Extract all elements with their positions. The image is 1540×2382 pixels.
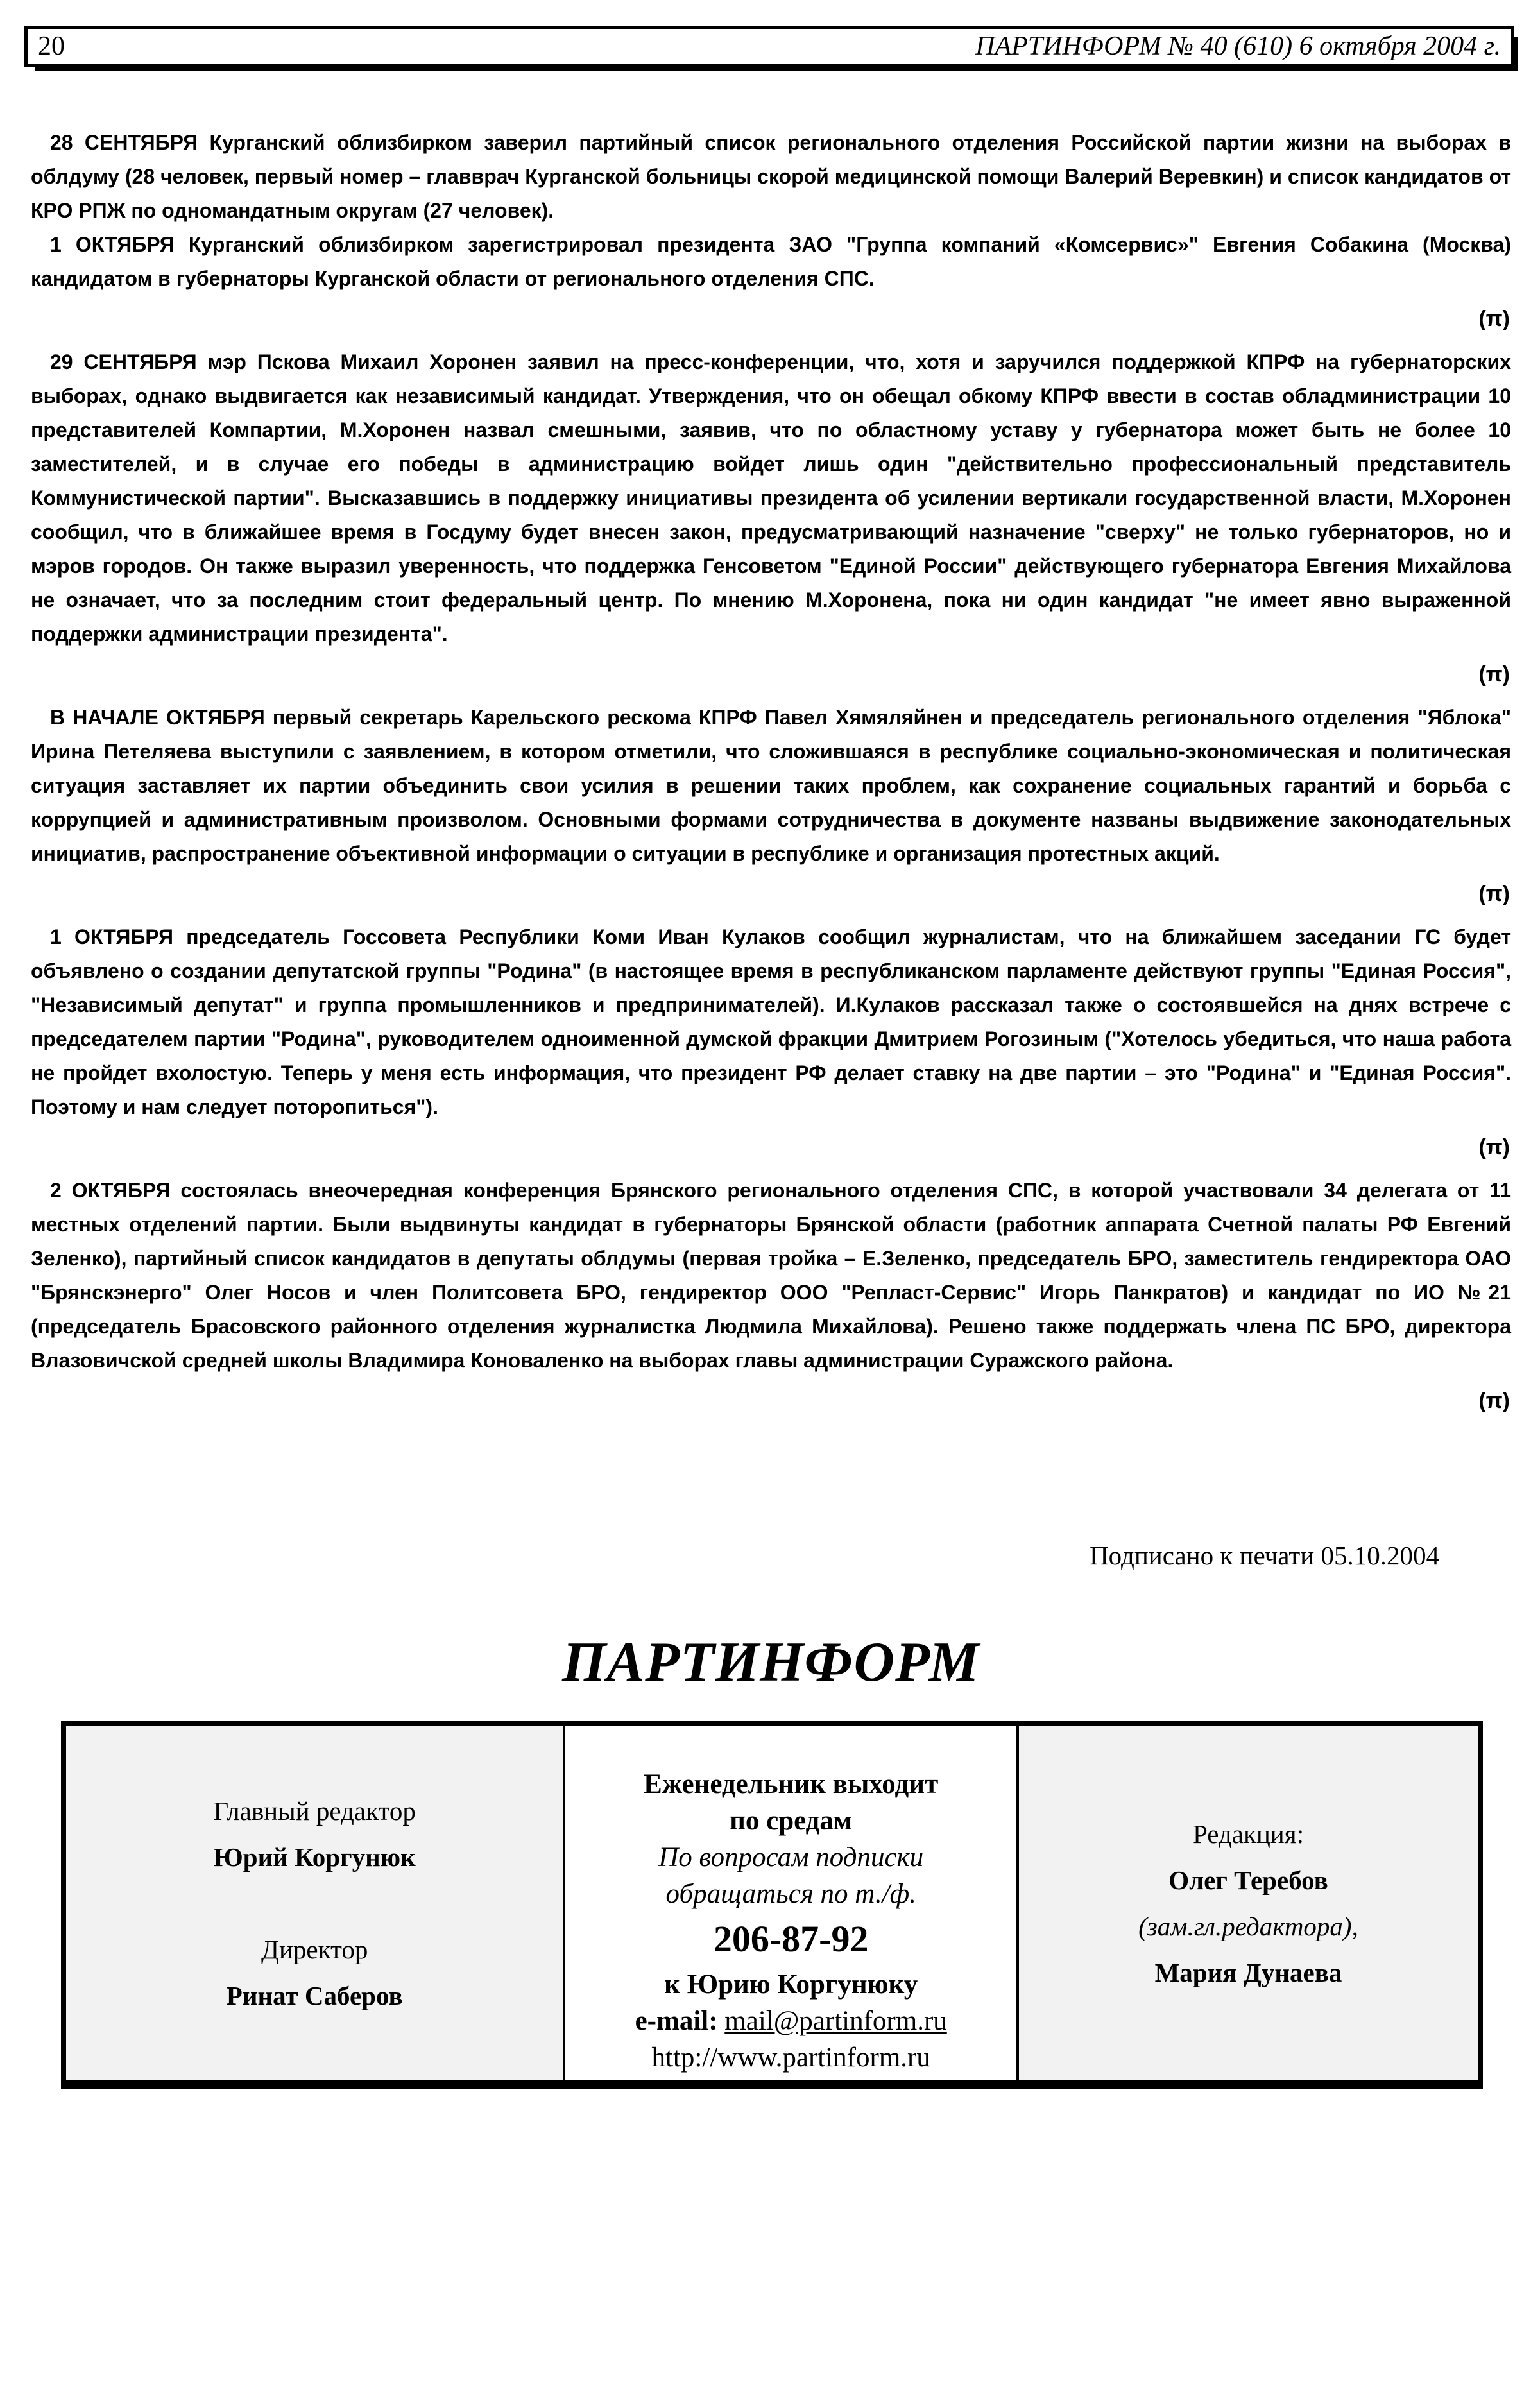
masthead-title: ПАРТИНФОРМ bbox=[562, 1631, 980, 1693]
pi-sign: (π) bbox=[1478, 1135, 1510, 1160]
imprint-box bbox=[61, 1721, 1483, 2089]
deputy-editor-name: Олег Теребов bbox=[1168, 1865, 1328, 1895]
article bbox=[31, 920, 1511, 1124]
article-paragraph: 1 ОКТЯБРЯ Курганский облизбирком зарегистрировал президента ЗАО "Группа компаний «Комсервис»" Евгения Собакина (Москва) кандидатом в губернаторы Курганской области от регионального отделения СПС. bbox=[31, 233, 1511, 290]
pi-sign: (π) bbox=[1478, 1389, 1510, 1413]
header-title: ПАРТИНФОРМ № 40 (610) 6 октября 2004 г. bbox=[975, 31, 1501, 61]
director-label: Директор bbox=[261, 1935, 368, 1964]
article bbox=[31, 345, 1511, 651]
article-paragraph: 1 ОКТЯБРЯ председатель Госсовета Республики Коми Иван Кулаков сообщил журналистам, что на ближайшем заседании ГС будет объявлено о создании депутатской группы "Родина" (в настоящее время в республиканском парламенте действуют группы "Единая Россия", "Независимый депутат" и группа промышленников и предпринимателей). И.Кулаков рассказал также о состоявшейся на днях встрече с председателем партии "Родина", руководителем одноименной думской фракции Дмитрием Рогозиным ("Хотелось убедиться, что наша работа не пройдет вхолостую. Теперь у меня есть информация, что президент РФ делает ставку на две партии – это "Родина" и "Единая Россия". Поэтому и нам следует поторопиться"). bbox=[31, 925, 1511, 1118]
chief-editor-label: Главный редактор bbox=[213, 1796, 416, 1826]
phone-number: 206-87-92 bbox=[713, 1918, 869, 1960]
imprint-contact-cell bbox=[563, 1726, 1019, 2080]
header-bar bbox=[24, 26, 1514, 67]
pi-sign: (π) bbox=[1478, 662, 1510, 687]
director-name: Ринат Саберов bbox=[226, 1981, 403, 2010]
email-line bbox=[635, 2003, 947, 2039]
article-paragraph: 29 СЕНТЯБРЯ мэр Пскова Михаил Хоронен заявил на пресс-конференции, что, хотя и заручился поддержкой КПРФ на губернаторских выборах, однако выдвигается как независимый кандидат. Утверждения, что он обещал обкому КПРФ ввести в состав обладминистрации 10 представителей Компартии, М.Хоронен назвал смешными, заявив, что по областному уставу у губернатора может быть не более 10 заместителей, и в случае его победы в администрацию войдет лишь один "действительно профессиональный представитель Коммунистической партии". Высказавшись в поддержку инициативы президента об усилении вертикали государственной власти, М.Хоронен сообщил, что в ближайшее время в Госдуму будет внесен закон, предусматривающий назначение "сверху" не только губернаторов, но и мэров городов. Он также выразил уверенность, что поддержка Генсоветом "Единой России" действующего губернатора Евгения Михайлова не означает, что за последним стоит федеральный центр. По мнению М.Хоронена, пока ни один кандидат "не имеет явно выраженной поддержки администрации президента". bbox=[31, 350, 1511, 646]
article bbox=[31, 701, 1511, 871]
staff-name: Мария Дунаева bbox=[1154, 1958, 1342, 1987]
schedule-line-2: по средам bbox=[730, 1806, 853, 1836]
subscription-line-2: обращаться по т./ф. bbox=[665, 1879, 916, 1909]
email-label: e-mail: bbox=[635, 2006, 718, 2036]
contact-person-line: к Юрию Коргунюку bbox=[664, 1969, 918, 2000]
deputy-editor-note: (зам.гл.редактора), bbox=[1138, 1912, 1358, 1941]
pi-sign: (π) bbox=[1478, 307, 1510, 331]
page-body bbox=[31, 126, 1511, 1695]
article-paragraph: 28 СЕНТЯБРЯ Курганский облизбирком заверил партийный список регионального отделения Российской партии жизни на выборах в облдуму (28 человек, первый номер – главврач Курганской больницы скорой медицинской помощи Валерий Веревкин) и список кандидатов от КРО РПЖ по одномандатным округам (27 человек). bbox=[31, 131, 1511, 222]
email-link[interactable]: mail@partinform.ru bbox=[724, 2006, 947, 2036]
pi-sign: (π) bbox=[1478, 882, 1510, 906]
website-url: http://www.partinform.ru bbox=[651, 2043, 930, 2073]
signed-to-print-line: Подписано к печати 05.10.2004 bbox=[1090, 1541, 1439, 1570]
article bbox=[31, 1174, 1511, 1378]
article bbox=[31, 126, 1511, 296]
imprint-staff-cell bbox=[1019, 1726, 1478, 2080]
article-paragraph: 2 ОКТЯБРЯ состоялась внеочередная конференция Брянского регионального отделения СПС, в которой участвовали 34 делегата от 11 местных отделений партии. Были выдвинуты кандидат в губернаторы Брянской области (работник аппарата Счетной палаты РФ Евгений Зеленко), партийный список кандидатов в депутаты облдумы (первая тройка – Е.Зеленко, председатель БРО, заместитель гендиректора ОАО "Брянскэнерго" Олег Носов и член Политсовета БРО, гендиректор ООО "Репласт-Сервис" Игорь Панкратов) и кандидат по ИО №21 (председатель Брасовского районного отделения журналистка Людмила Михайлова). Решено также поддержать члена ПС БРО, директора Влазовичской средней школы Владимира Коноваленко на выборах главы администрации Суражского района. bbox=[31, 1179, 1511, 1372]
article-paragraph: В НАЧАЛЕ ОКТЯБРЯ первый секретарь Карельского рескома КПРФ Павел Хямяляйнен и председатель регионального отделения "Яблока" Ирина Петеляева выступили с заявлением, в котором отметили, что сложившаяся в республике социально-экономическая и политическая ситуация заставляет их партии объединить свои усилия в решении таких проблем, как сохранение социальных гарантий и борьба с коррупцией и административным произволом. Основными формами сотрудничества в документе названы выдвижение законодательных инициатив, распространение объективной информации о ситуации в республике и организация протестных акций. bbox=[31, 706, 1511, 865]
editorial-label: Редакция: bbox=[1192, 1819, 1304, 1849]
schedule-line-1: Еженедельник выходит bbox=[644, 1769, 939, 1799]
imprint-editors-cell bbox=[66, 1726, 563, 2080]
chief-editor-name: Юрий Коргунюк bbox=[213, 1842, 416, 1872]
subscription-line-1: По вопросам подписки bbox=[658, 1842, 924, 1872]
page-number: 20 bbox=[38, 31, 65, 61]
